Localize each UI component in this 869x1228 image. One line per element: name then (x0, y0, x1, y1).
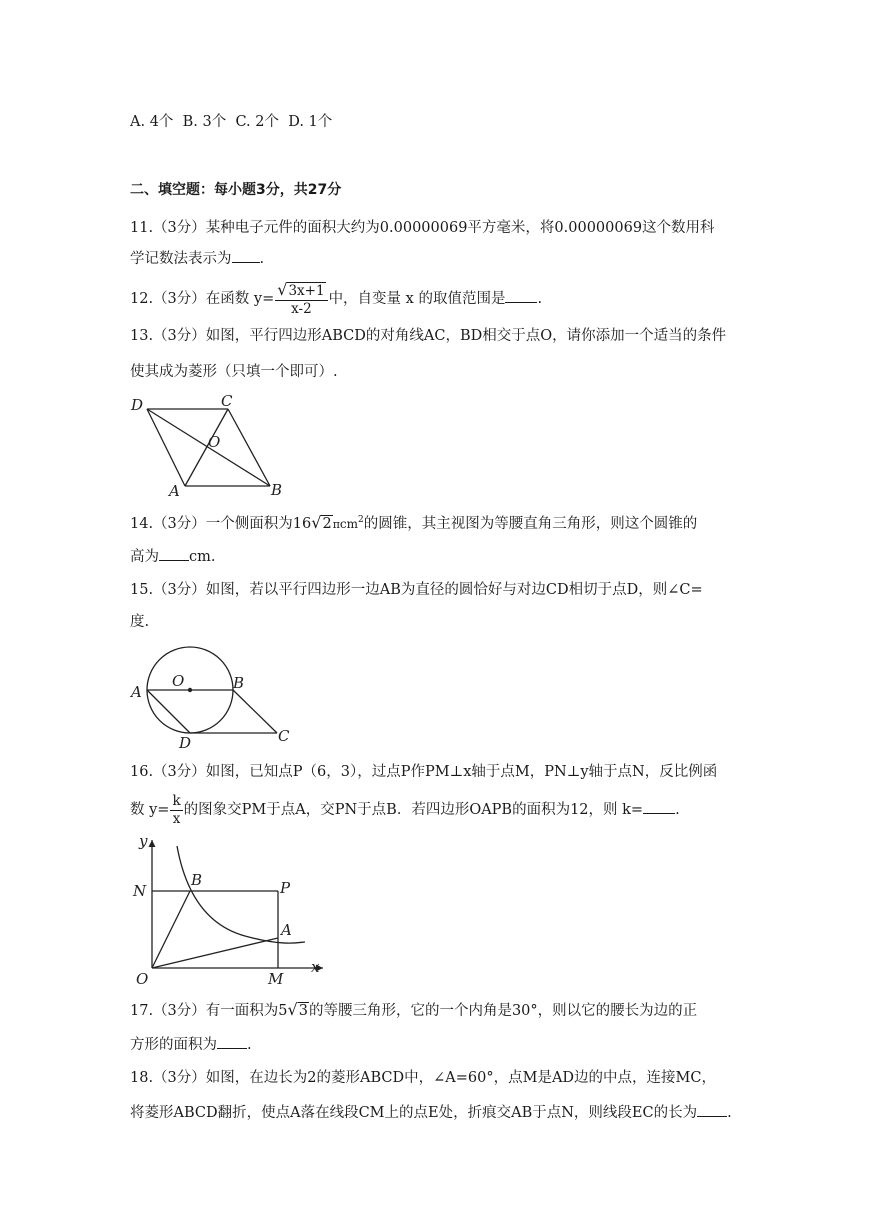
q10-option-d: D. 1个 (288, 114, 333, 130)
label-a: A (131, 683, 142, 701)
label-y: y (139, 832, 148, 850)
answer-blank (643, 799, 675, 814)
segment-ob (152, 891, 190, 968)
figure-parallelogram (125, 392, 295, 500)
label-b: B (233, 674, 245, 692)
label-d: D (179, 734, 192, 750)
q13-line1: 13.（3分）如图，平行四边形ABCD的对角线AC，BD相交于点O，请你添加一个适当的条件 (130, 328, 727, 344)
edge-bc (233, 690, 277, 733)
q16-line2: 数 y= $\frac{k}{x}$ 的图象交PM于点A，交PN于点B．若四边形OAPB的面积为12，则 k= . (130, 792, 680, 827)
label-a: A (281, 921, 292, 939)
label-a: A (169, 482, 180, 500)
answer-blank (217, 1034, 247, 1049)
q18-line2: 将菱形ABCD翻折，使点A落在线段CM上的点E处，折痕交AB于点N，则线段EC的长为 . (130, 1102, 732, 1123)
label-x: x (311, 958, 320, 976)
q11-line2: 学记数法表示为 . (130, 248, 264, 269)
q14-line2: 高为 cm. (130, 546, 215, 567)
answer-blank (505, 288, 537, 303)
q15-line2: 度. (130, 614, 150, 630)
q13-line2: 使其成为菱形（只填一个即可）. (130, 364, 338, 380)
label-c: C (278, 727, 290, 745)
answer-blank (232, 248, 260, 263)
q16-fraction: $\frac{k}{x}$ (172, 792, 181, 827)
label-o: O (208, 433, 221, 451)
q15-line1: 15.（3分）如图，若以平行四边形一边AB为直径的圆恰好与对边CD相切于点D，则∠C= (130, 582, 703, 598)
q12-line: 12.（3分）在函数 y= $\frac{√3x+1}{x-2}$ 中，自变量 x 的取值范围是 . (130, 279, 543, 317)
answer-blank (697, 1102, 727, 1117)
label-o: O (136, 970, 149, 988)
sqrt-icon: √ (277, 279, 288, 299)
q10-options (130, 112, 332, 132)
section2-heading: 二、填空题：每小题3分，共27分 (130, 182, 342, 198)
q11-line1: 11.（3分）某种电子元件的面积大约为0.00000069平方毫米，将0.00000069这个数用科 (130, 220, 715, 236)
center-dot (188, 688, 192, 692)
answer-blank (159, 546, 189, 561)
sqrt-icon: √ (287, 1000, 298, 1019)
q17-line1: 17.（3分）有一面积为5√3的等腰三角形，它的一个内角是30°，则以它的腰长为边的正 (130, 1000, 698, 1019)
figure-inverse-function (125, 830, 335, 990)
label-n: N (133, 882, 147, 900)
label-c: C (221, 392, 233, 410)
segment-oa (152, 938, 278, 968)
q10-option-c: C. 2个 (235, 114, 279, 130)
label-d: D (131, 396, 144, 414)
sqrt-icon: √ (311, 512, 322, 532)
q14-line1: 14.（3分）一个侧面积为16√2πcm$^2$的圆锥，其主视图为等腰直角三角形，则这个圆锥的 (130, 512, 698, 532)
q16-line1: 16.（3分）如图，已知点P（6，3），过点P作PM⊥x轴于点M，PN⊥y轴于点N，反比例函 (130, 764, 718, 780)
label-m: M (268, 970, 284, 988)
y-arrow-icon (149, 840, 156, 847)
edge-cb (228, 409, 270, 486)
figure-circle-parallelogram (125, 640, 300, 750)
q10-option-b: B. 3个 (182, 114, 227, 130)
q10-option-a: A. 4个 (130, 114, 174, 130)
label-b: B (191, 871, 203, 889)
label-p: P (280, 879, 291, 897)
q18-line1: 18.（3分）如图，在边长为2的菱形ABCD中，∠A=60°，点M是AD边的中点，连接MC， (130, 1070, 716, 1086)
q17-line2: 方形的面积为 . (130, 1034, 252, 1055)
q17-sqrt: √3 (287, 1000, 308, 1019)
label-b: B (271, 481, 283, 499)
label-o: O (172, 672, 185, 690)
q12-fraction: $\frac{√3x+1}{x-2}$ (275, 281, 327, 318)
diagonal-ca (185, 409, 228, 486)
q14-sqrt: √2 (311, 512, 332, 532)
